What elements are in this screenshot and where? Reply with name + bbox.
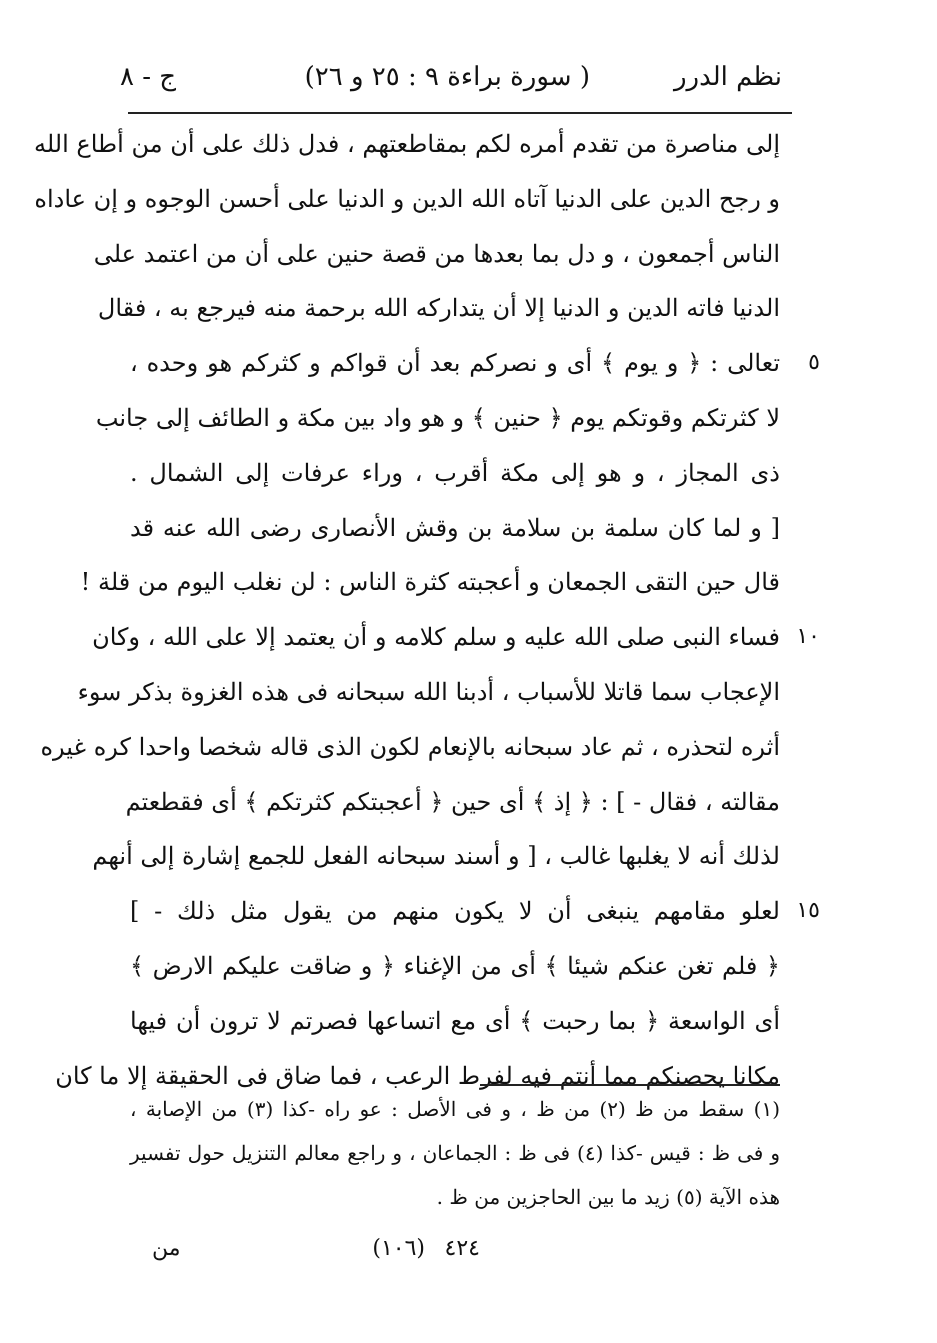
text-line: فساء النبى صلى الله عليه و سلم كلامه و أن يعتمد إلا على الله ، وكان: [92, 623, 780, 651]
text-line: لعلو مقامهم ينبغى أن لا يكون منهم من يقول مثل ذلك - ]: [130, 897, 780, 925]
text-line: ذى المجاز ، و هو إلى مكة أقرب ، وراء عرفات إلى الشمال .: [130, 459, 780, 487]
text-line: إلى مناصرة من تقدم أمره لكم بمقاطعتهم ، فدل ذلك على أن من أطاع الله: [33, 130, 780, 158]
footnote-line: و فى ظ : قيس -كذا (٤) فى ظ : الجماعان ، و راجع معالم التنزيل حول تفسير: [130, 1141, 781, 1165]
text-line: الناس أجمعون ، و دل بما بعدها من قصة حنين على أن من اعتمد على: [93, 240, 780, 268]
text-line: و رجح الدين على الدنيا آتاه الله الدين و الدنيا على أحسن الوجوه و إن عاداه: [34, 185, 780, 213]
text-line: الإعجاب سما قاتلا للأسباب ، أدبنا الله سبحانه فى هذه الغزوة بذكر سوء: [77, 678, 780, 706]
text-line: أى الواسعة ﴿ بما رحبت ﴾ أى مع اتساعها فصرتم لا ترون أن فيها: [130, 1007, 780, 1035]
text-line: أثره لتحذره ، ثم عاد سبحانه بالإنعام لكون الذى قاله شخصا واحدا كره غيره: [40, 733, 780, 761]
signature-mark: (١٠٦): [372, 1236, 425, 1261]
footnote-line: (١) سقط من ظ (٢) من ظ ، و فى الأصل : عو راه -كذا (٣) من الإصابة ،: [130, 1097, 780, 1121]
footnote-divider: [480, 1084, 780, 1086]
footnote-line: هذه الآية (٥) زيد ما بين الحاجزين من ظ .: [436, 1185, 780, 1209]
text-line: [ و لما كان سلمة بن سلامة بن وقش الأنصارى رضى الله عنه قد: [130, 514, 780, 542]
text-line: لذلك أنه لا يغلبها غالب ، [ و أسند سبحانه الفعل للجمع إشارة إلى أنهم: [92, 842, 780, 870]
text-line: ﴿ فلم تغن عنكم شيئا ﴾ أى من الإغناء ﴿ و ضاقت عليكم الارض ﴾: [130, 952, 780, 980]
book-title: نظم الدرر: [673, 62, 782, 92]
page-number: ٤٢٤: [444, 1236, 480, 1261]
page-footer: [130, 1236, 780, 1276]
text-line: مقالته ، فقال - ] : ﴿ إذ ﴾ أى حين ﴿ أعجبتكم كثرتكم ﴾ أى فقطعتم: [125, 788, 780, 816]
text-line: تعالى : ﴿ و يوم ﴾ أى و نصركم بعد أن قواكم و كثركم هو وحده ،: [130, 349, 780, 377]
catchword: من: [152, 1236, 181, 1261]
running-header: [120, 58, 800, 108]
text-line: الدنيا فاته الدين و الدنيا إلا أن يتداركه الله برحمة منه فيرجع به ، فقال: [97, 294, 780, 322]
text-line: قال حين التقى الجمعان و أعجبته كثرة الناس : لن نغلب اليوم من قلة !: [80, 568, 780, 596]
line-number: ١٠: [796, 624, 820, 649]
line-number: ١٥: [796, 898, 820, 923]
text-line: مكانا يحصنكم مما أنتم فيه لفرط الرعب ، فما ضاق فى الحقيقة إلا ما كان: [55, 1062, 780, 1090]
surah-reference: ( سورة براءة ٩ : ٢٥ و ٢٦): [304, 62, 590, 92]
line-number: ٥: [808, 350, 820, 375]
volume-number: ج - ٨: [120, 62, 177, 92]
header-divider: [128, 112, 792, 114]
text-line: لا كثرتكم وقوتكم يوم ﴿ حنين ﴾ و هو واد بين مكة و الطائف إلى جانب: [95, 404, 780, 432]
